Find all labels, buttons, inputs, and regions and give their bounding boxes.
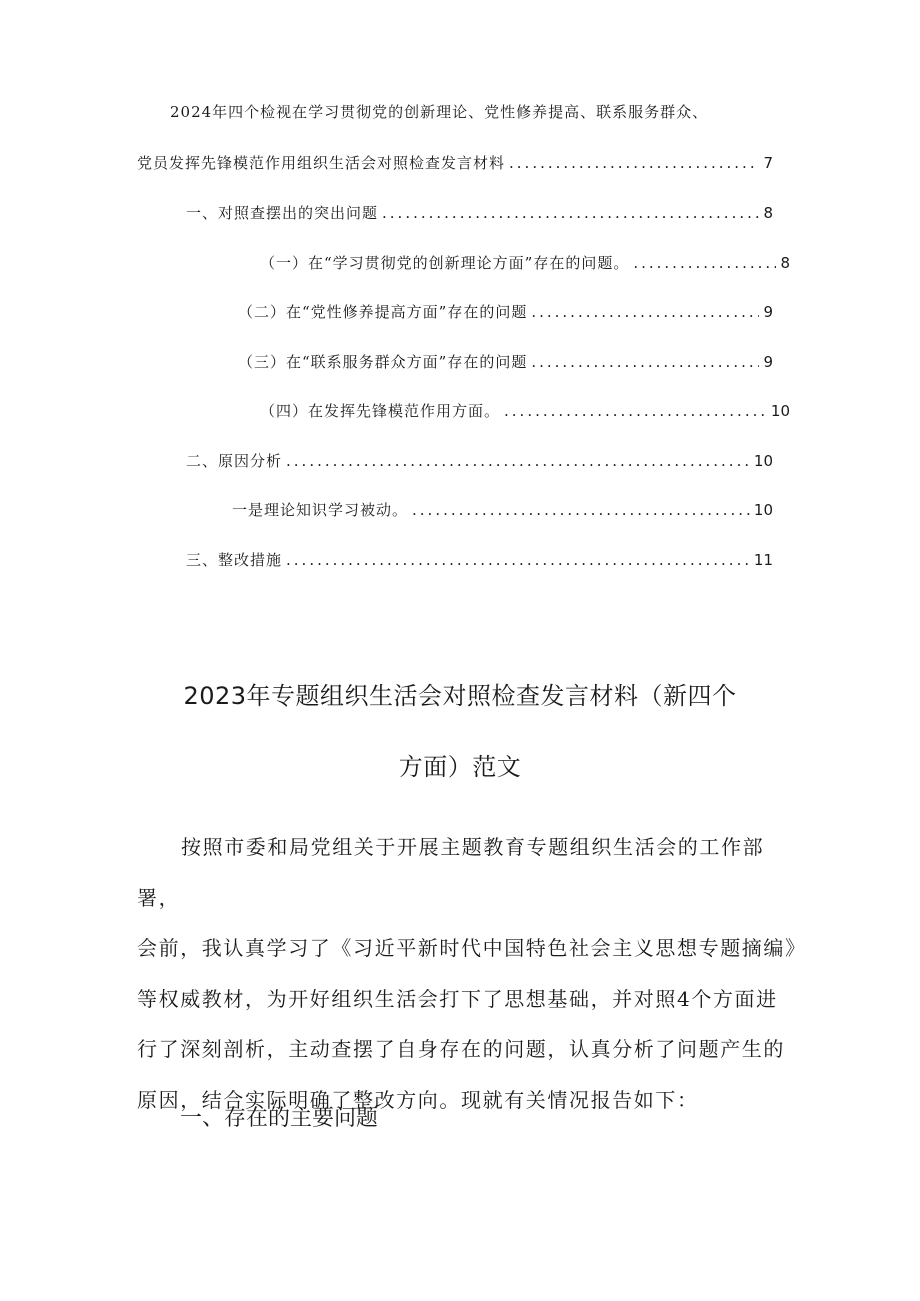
toc-leader-dots [531,353,759,371]
section-heading: 一、存在的主要问题 [180,1106,379,1131]
toc-leader-dots [412,501,750,519]
toc-entry-4[interactable] [238,351,773,372]
toc-entry-text: 一是理论知识学习被动。 [232,501,409,519]
toc-entry-1[interactable] [186,202,773,223]
toc-entry-0[interactable] [137,152,773,173]
toc-entry-text: （二）在“党性修养提高方面”存在的问题 [238,303,528,321]
toc-leader-dots [286,551,750,569]
toc-leader-dots [531,303,759,321]
toc-entry-text: （三）在“联系服务群众方面”存在的问题 [238,353,528,371]
paragraph-line: 按照市委和局党组关于开展主题教育专题组织生活会的工作部署， [137,835,765,910]
toc-page-number: 8 [780,254,790,272]
paragraph-line: 原因，结合实际明确了整改方向。现就有关情况报告如下： [137,1087,699,1112]
toc-page-number: 11 [753,551,773,569]
toc-leader-dots [509,154,759,172]
toc-page-number: 7 [763,154,773,172]
toc-entry-3[interactable] [238,301,773,322]
toc-page-number: 9 [763,303,773,321]
toc-page-number: 9 [763,353,773,371]
toc-page-number: 10 [753,501,773,519]
toc-entry-text: 三、整改措施 [186,551,283,569]
toc-entry-2[interactable] [260,252,790,273]
paragraph-line: 会前，我认真学习了《习近平新时代中国特色社会主义思想专题摘编》 [137,936,807,960]
toc-entry-text: （四）在发挥先锋模范作用方面。 [260,402,501,420]
toc-page-number: 8 [763,204,773,222]
document-title-line1: 2023年专题组织生活会对照检查发言材料（新四个 [183,682,737,710]
toc-page-number: 10 [770,402,790,420]
toc-entry-0-line1: 2024年四个检视在学习贯彻党的创新理论、党性修养提高、联系服务群众、 [170,103,709,121]
toc-entry-8[interactable] [186,549,773,570]
toc-entry-text: 一、对照查摆出的突出问题 [186,204,379,222]
toc-entry-7[interactable] [232,499,773,520]
toc-entry-text: 二、原因分析 [186,452,283,470]
toc-entry-text: （一）在“学习贯彻党的创新理论方面”存在的问题。 [260,254,630,272]
document-title-line2: 方面）范文 [398,753,522,781]
toc-leader-dots [633,254,776,272]
toc-entry-6[interactable] [186,450,773,471]
intro-paragraph [137,822,807,1125]
toc-leader-dots [286,452,750,470]
toc-leader-dots [504,402,767,420]
toc-leader-dots [382,204,759,222]
paragraph-line: 等权威教材，为开好组织生活会打下了思想基础，并对照4个方面进 [137,986,778,1011]
toc-entry-5[interactable] [260,400,790,421]
toc-page-number: 10 [753,452,773,470]
toc-entry-text: 党员发挥先锋模范作用组织生活会对照检查发言材料 [137,154,506,172]
paragraph-line: 行了深刻剖析，主动查摆了自身存在的问题，认真分析了问题产生的 [137,1037,785,1061]
